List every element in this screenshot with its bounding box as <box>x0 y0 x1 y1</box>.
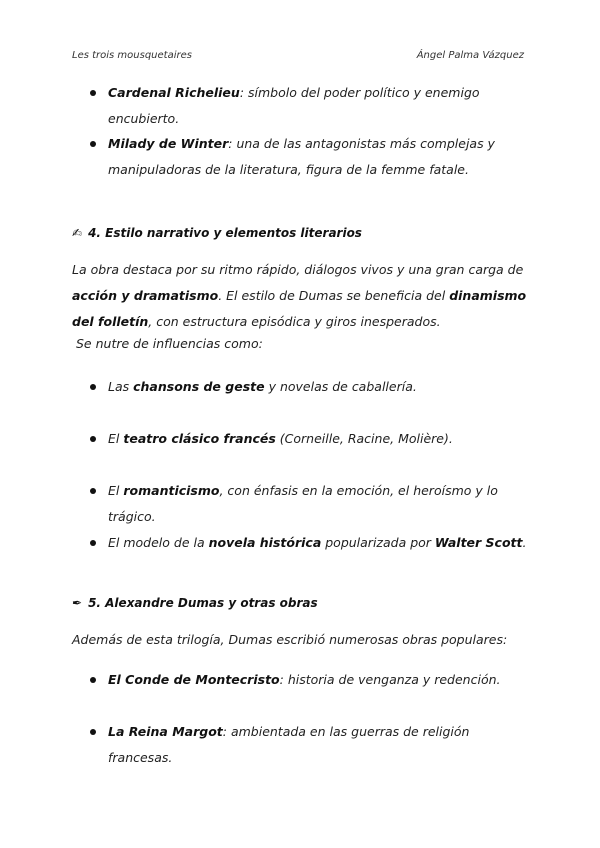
bullet-icon <box>90 90 96 96</box>
bullet-icon <box>90 384 96 390</box>
bullet-icon <box>90 436 96 442</box>
list-item-term: Walter Scott <box>434 535 523 550</box>
paragraph-bold: acción y dramatismo <box>72 288 219 303</box>
section-title: 4. Estilo narrativo y elementos literarios <box>88 226 362 240</box>
list-item <box>108 426 532 452</box>
list-item-text: El <box>108 483 124 498</box>
list-item-text: El modelo de la <box>108 535 209 550</box>
list-item-term: romanticismo <box>123 483 220 498</box>
list-item-term: novela histórica <box>208 535 322 550</box>
bullet-icon <box>90 488 96 494</box>
list-item <box>108 719 532 771</box>
header-author: Ángel Palma Vázquez <box>416 50 524 61</box>
section-heading <box>72 226 362 240</box>
list-item-text: (Corneille, Racine, Molière). <box>275 431 453 446</box>
list-item-text: . <box>522 535 527 550</box>
list-item-text: Las <box>108 379 134 394</box>
list-item-term: El Conde de Montecristo <box>108 672 280 687</box>
list-item-desc: : una de las antagonistas más complejas y manipuladoras de la literatura, figura de la femme fatale. <box>108 136 495 177</box>
bullet-icon <box>90 540 96 546</box>
list-item <box>108 667 532 693</box>
list-item-text: y novelas de caballería. <box>264 379 417 394</box>
pen-nib-icon: ✒ <box>72 596 83 610</box>
list-item <box>108 131 532 183</box>
list-item-desc: : historia de venganza y redención. <box>279 672 501 687</box>
paragraph: Se nutre de influencias como: <box>76 336 263 351</box>
section-heading <box>72 596 318 610</box>
header-title: Les trois mousquetaires <box>72 50 192 61</box>
paragraph: Además de esta trilogía, Dumas escribió numerosas obras populares: <box>72 632 508 647</box>
list-item-term: teatro clásico francés <box>123 431 276 446</box>
paragraph-text: , con estructura episódica y giros inesperados. <box>148 314 441 329</box>
list-item-term: La Reina Margot <box>108 724 223 739</box>
page-header <box>72 50 524 61</box>
list-item-term: Milady de Winter <box>108 136 229 151</box>
list-item <box>108 478 532 530</box>
paragraph-bold: dinamismo del folletín <box>72 288 527 329</box>
list-item-desc: : símbolo del poder político y enemigo encubierto. <box>108 85 480 126</box>
paragraph-text: . El estilo de Dumas se beneficia del <box>218 288 450 303</box>
paragraph-text: La obra destaca por su ritmo rápido, diálogos vivos y una gran carga de <box>72 262 524 277</box>
list-item <box>108 530 532 556</box>
section-title: 5. Alexandre Dumas y otras obras <box>88 596 318 610</box>
paragraph <box>72 257 530 335</box>
list-item-term: Cardenal Richelieu <box>108 85 240 100</box>
list-item-text: El <box>108 431 124 446</box>
bullet-icon <box>90 729 96 735</box>
list-item-text: , con énfasis en la emoción, el heroísmo y lo trágico. <box>108 483 498 524</box>
list-item <box>108 80 532 132</box>
list-item-term: chansons de geste <box>133 379 265 394</box>
list-item-desc: : ambientada en las guerras de religión francesas. <box>108 724 470 765</box>
list-item-text: popularizada por <box>321 535 435 550</box>
bullet-icon <box>90 141 96 147</box>
list-item <box>108 374 532 400</box>
bullet-icon <box>90 677 96 683</box>
writing-hand-icon: ✍ <box>72 226 83 240</box>
